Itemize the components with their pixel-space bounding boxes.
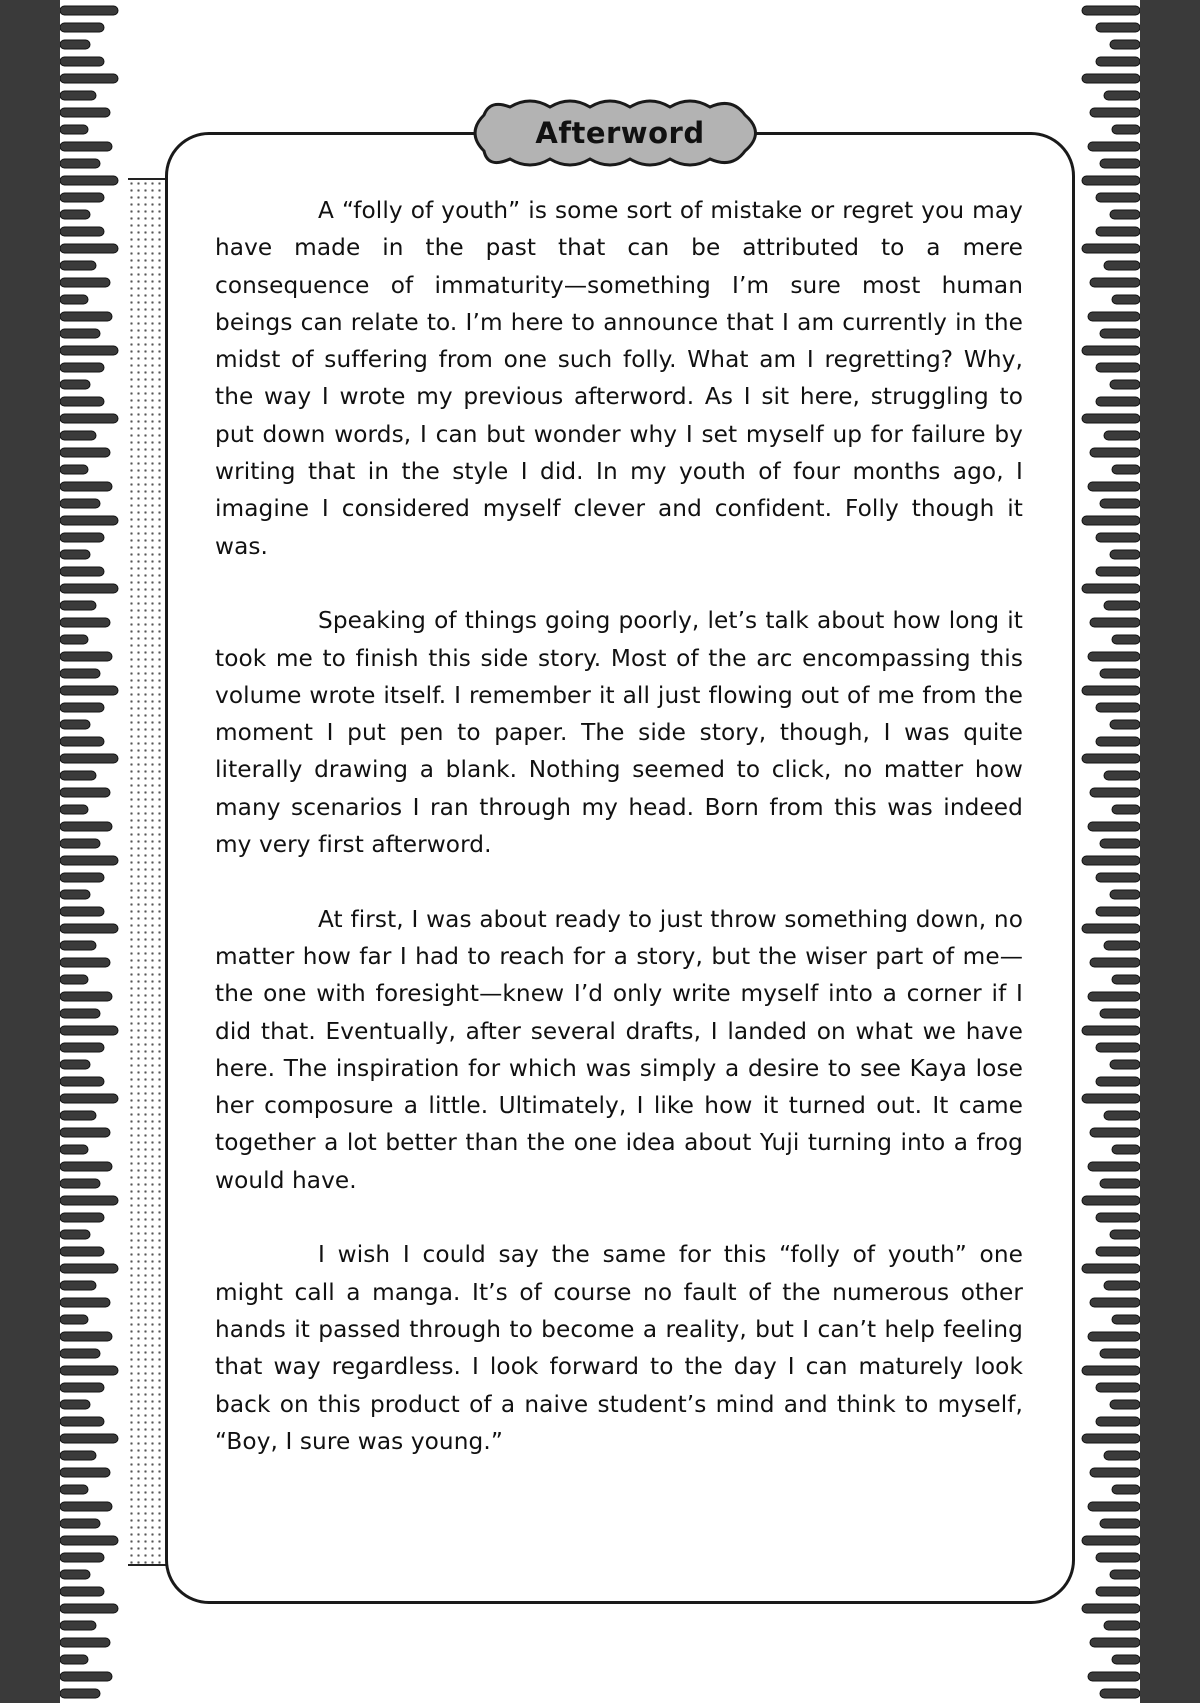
border-tick xyxy=(1096,1077,1140,1086)
left-wavy-ticks xyxy=(60,0,130,1703)
border-tick xyxy=(1082,754,1140,763)
left-dotted-screentone xyxy=(128,178,168,1566)
border-tick xyxy=(60,839,100,848)
border-tick xyxy=(1104,431,1140,440)
border-tick xyxy=(1082,1366,1140,1375)
border-tick xyxy=(60,1468,110,1477)
border-tick xyxy=(1112,295,1140,304)
border-tick xyxy=(1096,567,1140,576)
border-tick xyxy=(1096,1587,1140,1596)
border-tick xyxy=(60,1553,104,1562)
border-tick xyxy=(60,431,96,440)
paragraph: A “folly of youth” is some sort of mistake or regret you may have made in the past that can be attributed to a mere consequence of immaturity—something I’m sure most human beings can relate to. I’m here to announce that I am currently in the midst of suffering from one such folly. What am I regretting? Why, the way I wrote my previous afterword. As I sit here, struggling to put down words, I can but wonder why I set myself up for failure by writing that in the style I did. In my youth of four months ago, I imagine I considered myself clever and confident. Folly though it was. xyxy=(215,197,1023,560)
border-tick xyxy=(1082,1196,1140,1205)
border-tick xyxy=(1090,1468,1140,1477)
border-tick xyxy=(1090,958,1140,967)
title-badge xyxy=(470,93,770,173)
border-tick xyxy=(1112,975,1140,984)
border-tick xyxy=(1096,23,1140,32)
border-tick xyxy=(60,1315,88,1324)
border-tick xyxy=(1110,210,1140,219)
border-tick xyxy=(1112,465,1140,474)
border-tick xyxy=(60,720,90,729)
border-tick xyxy=(1096,1247,1140,1256)
border-tick xyxy=(1082,74,1140,83)
border-tick xyxy=(60,1689,100,1698)
border-tick xyxy=(1096,1043,1140,1052)
border-tick xyxy=(1100,669,1140,678)
border-tick xyxy=(60,278,110,287)
border-tick xyxy=(60,533,104,542)
border-tick xyxy=(60,856,118,865)
border-tick xyxy=(60,1281,96,1290)
border-tick xyxy=(60,380,90,389)
border-tick xyxy=(1100,1519,1140,1528)
border-tick xyxy=(1096,363,1140,372)
border-tick xyxy=(60,771,96,780)
border-tick xyxy=(1090,108,1140,117)
border-tick xyxy=(60,465,88,474)
border-tick xyxy=(60,652,112,661)
border-tick xyxy=(60,703,104,712)
border-tick xyxy=(60,1383,104,1392)
border-tick xyxy=(1110,380,1140,389)
border-tick xyxy=(60,941,96,950)
border-tick xyxy=(60,227,104,236)
border-tick xyxy=(1082,1536,1140,1545)
border-tick xyxy=(1082,1434,1140,1443)
border-tick xyxy=(60,1128,110,1137)
border-tick xyxy=(60,23,104,32)
border-tick xyxy=(60,1111,96,1120)
border-tick xyxy=(60,924,118,933)
border-tick xyxy=(60,57,104,66)
border-tick xyxy=(1088,1332,1140,1341)
border-tick xyxy=(1088,1672,1140,1681)
border-tick xyxy=(60,176,118,185)
border-tick xyxy=(1088,482,1140,491)
border-tick xyxy=(60,40,90,49)
border-tick xyxy=(60,1417,104,1426)
border-tick xyxy=(60,482,112,491)
border-tick xyxy=(1088,1162,1140,1171)
border-tick xyxy=(1110,550,1140,559)
border-tick xyxy=(60,958,110,967)
border-tick xyxy=(60,1009,100,1018)
border-tick xyxy=(1088,992,1140,1001)
border-tick xyxy=(1110,1570,1140,1579)
border-tick xyxy=(60,584,118,593)
border-tick xyxy=(60,1349,100,1358)
border-tick xyxy=(1104,1111,1140,1120)
border-tick xyxy=(1082,346,1140,355)
border-tick xyxy=(60,1434,118,1443)
border-tick xyxy=(60,873,104,882)
border-tick xyxy=(60,1638,110,1647)
border-tick xyxy=(60,1332,112,1341)
page-title: Afterword xyxy=(535,116,705,150)
border-tick xyxy=(60,1043,104,1052)
border-tick xyxy=(1110,1230,1140,1239)
border-tick xyxy=(60,601,96,610)
border-tick xyxy=(1088,652,1140,661)
afterword-body xyxy=(215,192,1023,1497)
border-tick xyxy=(1096,703,1140,712)
border-tick xyxy=(1096,397,1140,406)
border-tick xyxy=(1100,329,1140,338)
border-tick xyxy=(60,1672,112,1681)
border-tick xyxy=(1096,1417,1140,1426)
border-tick xyxy=(60,363,104,372)
border-tick xyxy=(1100,159,1140,168)
border-tick xyxy=(1112,1485,1140,1494)
border-tick xyxy=(60,992,112,1001)
border-tick xyxy=(1112,125,1140,134)
border-tick xyxy=(60,125,88,134)
border-tick xyxy=(60,1502,112,1511)
border-tick xyxy=(1112,805,1140,814)
border-tick xyxy=(1100,839,1140,848)
border-tick xyxy=(60,448,110,457)
border-tick xyxy=(60,1366,118,1375)
border-tick xyxy=(60,669,100,678)
border-tick xyxy=(1082,1094,1140,1103)
border-tick xyxy=(60,295,88,304)
border-tick xyxy=(1082,1264,1140,1273)
right-border-strip xyxy=(1140,0,1200,1703)
border-tick xyxy=(1090,448,1140,457)
paragraph: Speaking of things going poorly, let’s talk about how long it took me to finish this side story. Most of the arc encompassing this volume wrote itself. I remember it all just flowing out of me from the moment I put pen to paper. The side story, though, I was quite literally drawing a blank. Nothing seemed to click, no matter how many scenarios I ran through my head. Born from this was indeed my very first afterword. xyxy=(215,607,1023,859)
border-tick xyxy=(1096,533,1140,542)
border-tick xyxy=(1090,1128,1140,1137)
border-tick xyxy=(60,686,118,695)
border-tick xyxy=(60,414,118,423)
border-tick xyxy=(1112,1145,1140,1154)
border-tick xyxy=(1100,1009,1140,1018)
border-tick xyxy=(60,1621,96,1630)
border-tick xyxy=(60,1060,90,1069)
border-tick xyxy=(1104,91,1140,100)
border-tick xyxy=(1088,312,1140,321)
border-tick xyxy=(1090,618,1140,627)
paragraph: I wish I could say the same for this “folly of youth” one might call a manga. It’s of course no fault of the numerous other hands it passed through to become a reality, but I can’t help feeling that way regardless. I look forward to the day I can maturely look back on this product of a naive student’s mind and think to myself, “Boy, I sure was young.” xyxy=(215,1241,1023,1455)
border-tick xyxy=(1082,414,1140,423)
border-tick xyxy=(1096,1383,1140,1392)
border-tick xyxy=(1082,6,1140,15)
border-tick xyxy=(60,1655,88,1664)
border-tick xyxy=(60,329,100,338)
border-tick xyxy=(1090,1298,1140,1307)
border-tick xyxy=(60,1247,104,1256)
border-tick xyxy=(60,550,90,559)
border-tick xyxy=(60,822,112,831)
border-tick xyxy=(60,1196,118,1205)
border-tick xyxy=(60,91,96,100)
border-tick xyxy=(60,975,88,984)
border-tick xyxy=(1082,1604,1140,1613)
border-tick xyxy=(60,6,118,15)
border-tick xyxy=(60,1162,112,1171)
border-tick xyxy=(1088,1502,1140,1511)
border-tick xyxy=(60,108,110,117)
border-tick xyxy=(60,1145,88,1154)
border-tick xyxy=(1088,142,1140,151)
border-tick xyxy=(1082,584,1140,593)
border-tick xyxy=(1088,822,1140,831)
border-tick xyxy=(1096,873,1140,882)
border-tick xyxy=(1104,261,1140,270)
border-tick xyxy=(1096,227,1140,236)
border-tick xyxy=(60,1026,118,1035)
border-tick xyxy=(1100,499,1140,508)
border-tick xyxy=(60,635,88,644)
border-tick xyxy=(60,1298,110,1307)
border-tick xyxy=(60,1451,96,1460)
border-tick xyxy=(1110,40,1140,49)
paragraph: At first, I was about ready to just throw something down, no matter how far I had to reach for a story, but the wiser part of me—the one with foresight—knew I’d only write myself into a corner if I did that. Eventually, after several drafts, I landed on what we have here. The inspiration for which was simply a desire to see Kaya lose her composure a little. Ultimately, I like how it turned out. It came together a lot better than the one idea about Yuji turning into a frog would have. xyxy=(215,905,1023,1194)
border-tick xyxy=(1082,176,1140,185)
border-tick xyxy=(60,805,88,814)
border-tick xyxy=(60,244,118,253)
border-tick xyxy=(1110,720,1140,729)
border-tick xyxy=(1082,1026,1140,1035)
border-tick xyxy=(60,516,118,525)
border-tick xyxy=(1104,1451,1140,1460)
border-tick xyxy=(60,737,104,746)
border-tick xyxy=(60,890,90,899)
border-tick xyxy=(1082,686,1140,695)
border-tick xyxy=(60,754,118,763)
border-tick xyxy=(1096,1213,1140,1222)
border-tick xyxy=(60,1519,100,1528)
border-tick xyxy=(1110,890,1140,899)
border-tick xyxy=(1104,941,1140,950)
border-tick xyxy=(60,1213,104,1222)
border-tick xyxy=(60,1077,104,1086)
border-tick xyxy=(60,1094,118,1103)
border-tick xyxy=(1096,737,1140,746)
border-tick xyxy=(60,210,90,219)
border-tick xyxy=(1090,1638,1140,1647)
border-tick xyxy=(60,499,100,508)
border-tick xyxy=(60,618,110,627)
border-tick xyxy=(1082,516,1140,525)
border-tick xyxy=(60,788,110,797)
border-tick xyxy=(60,159,100,168)
border-tick xyxy=(1104,601,1140,610)
border-tick xyxy=(60,1179,100,1188)
border-tick xyxy=(60,1536,118,1545)
border-tick xyxy=(1100,1689,1140,1698)
border-tick xyxy=(60,142,112,151)
border-tick xyxy=(1112,1655,1140,1664)
border-tick xyxy=(1112,635,1140,644)
border-tick xyxy=(60,567,104,576)
border-tick xyxy=(60,74,118,83)
border-tick xyxy=(1104,1621,1140,1630)
border-tick xyxy=(60,1230,90,1239)
border-tick xyxy=(1100,1179,1140,1188)
border-tick xyxy=(60,1400,90,1409)
border-tick xyxy=(1104,771,1140,780)
border-tick xyxy=(60,1264,118,1273)
border-tick xyxy=(1082,856,1140,865)
border-tick xyxy=(60,261,96,270)
border-tick xyxy=(60,346,118,355)
border-tick xyxy=(60,193,104,202)
border-tick xyxy=(1090,788,1140,797)
left-border-strip xyxy=(0,0,60,1703)
border-tick xyxy=(60,907,104,916)
border-tick xyxy=(1096,57,1140,66)
border-tick xyxy=(60,1485,88,1494)
border-tick xyxy=(1104,1281,1140,1290)
border-tick xyxy=(1096,907,1140,916)
border-tick xyxy=(60,1570,90,1579)
border-tick xyxy=(60,1587,104,1596)
border-tick xyxy=(1110,1060,1140,1069)
border-tick xyxy=(1096,193,1140,202)
border-tick xyxy=(1090,278,1140,287)
border-tick xyxy=(1082,924,1140,933)
border-tick xyxy=(1112,1315,1140,1324)
border-tick xyxy=(60,1604,118,1613)
border-tick xyxy=(60,312,112,321)
right-wavy-ticks xyxy=(1070,0,1140,1703)
border-tick xyxy=(1110,1400,1140,1409)
border-tick xyxy=(1100,1349,1140,1358)
border-tick xyxy=(1096,1553,1140,1562)
border-tick xyxy=(1082,244,1140,253)
border-tick xyxy=(60,397,104,406)
